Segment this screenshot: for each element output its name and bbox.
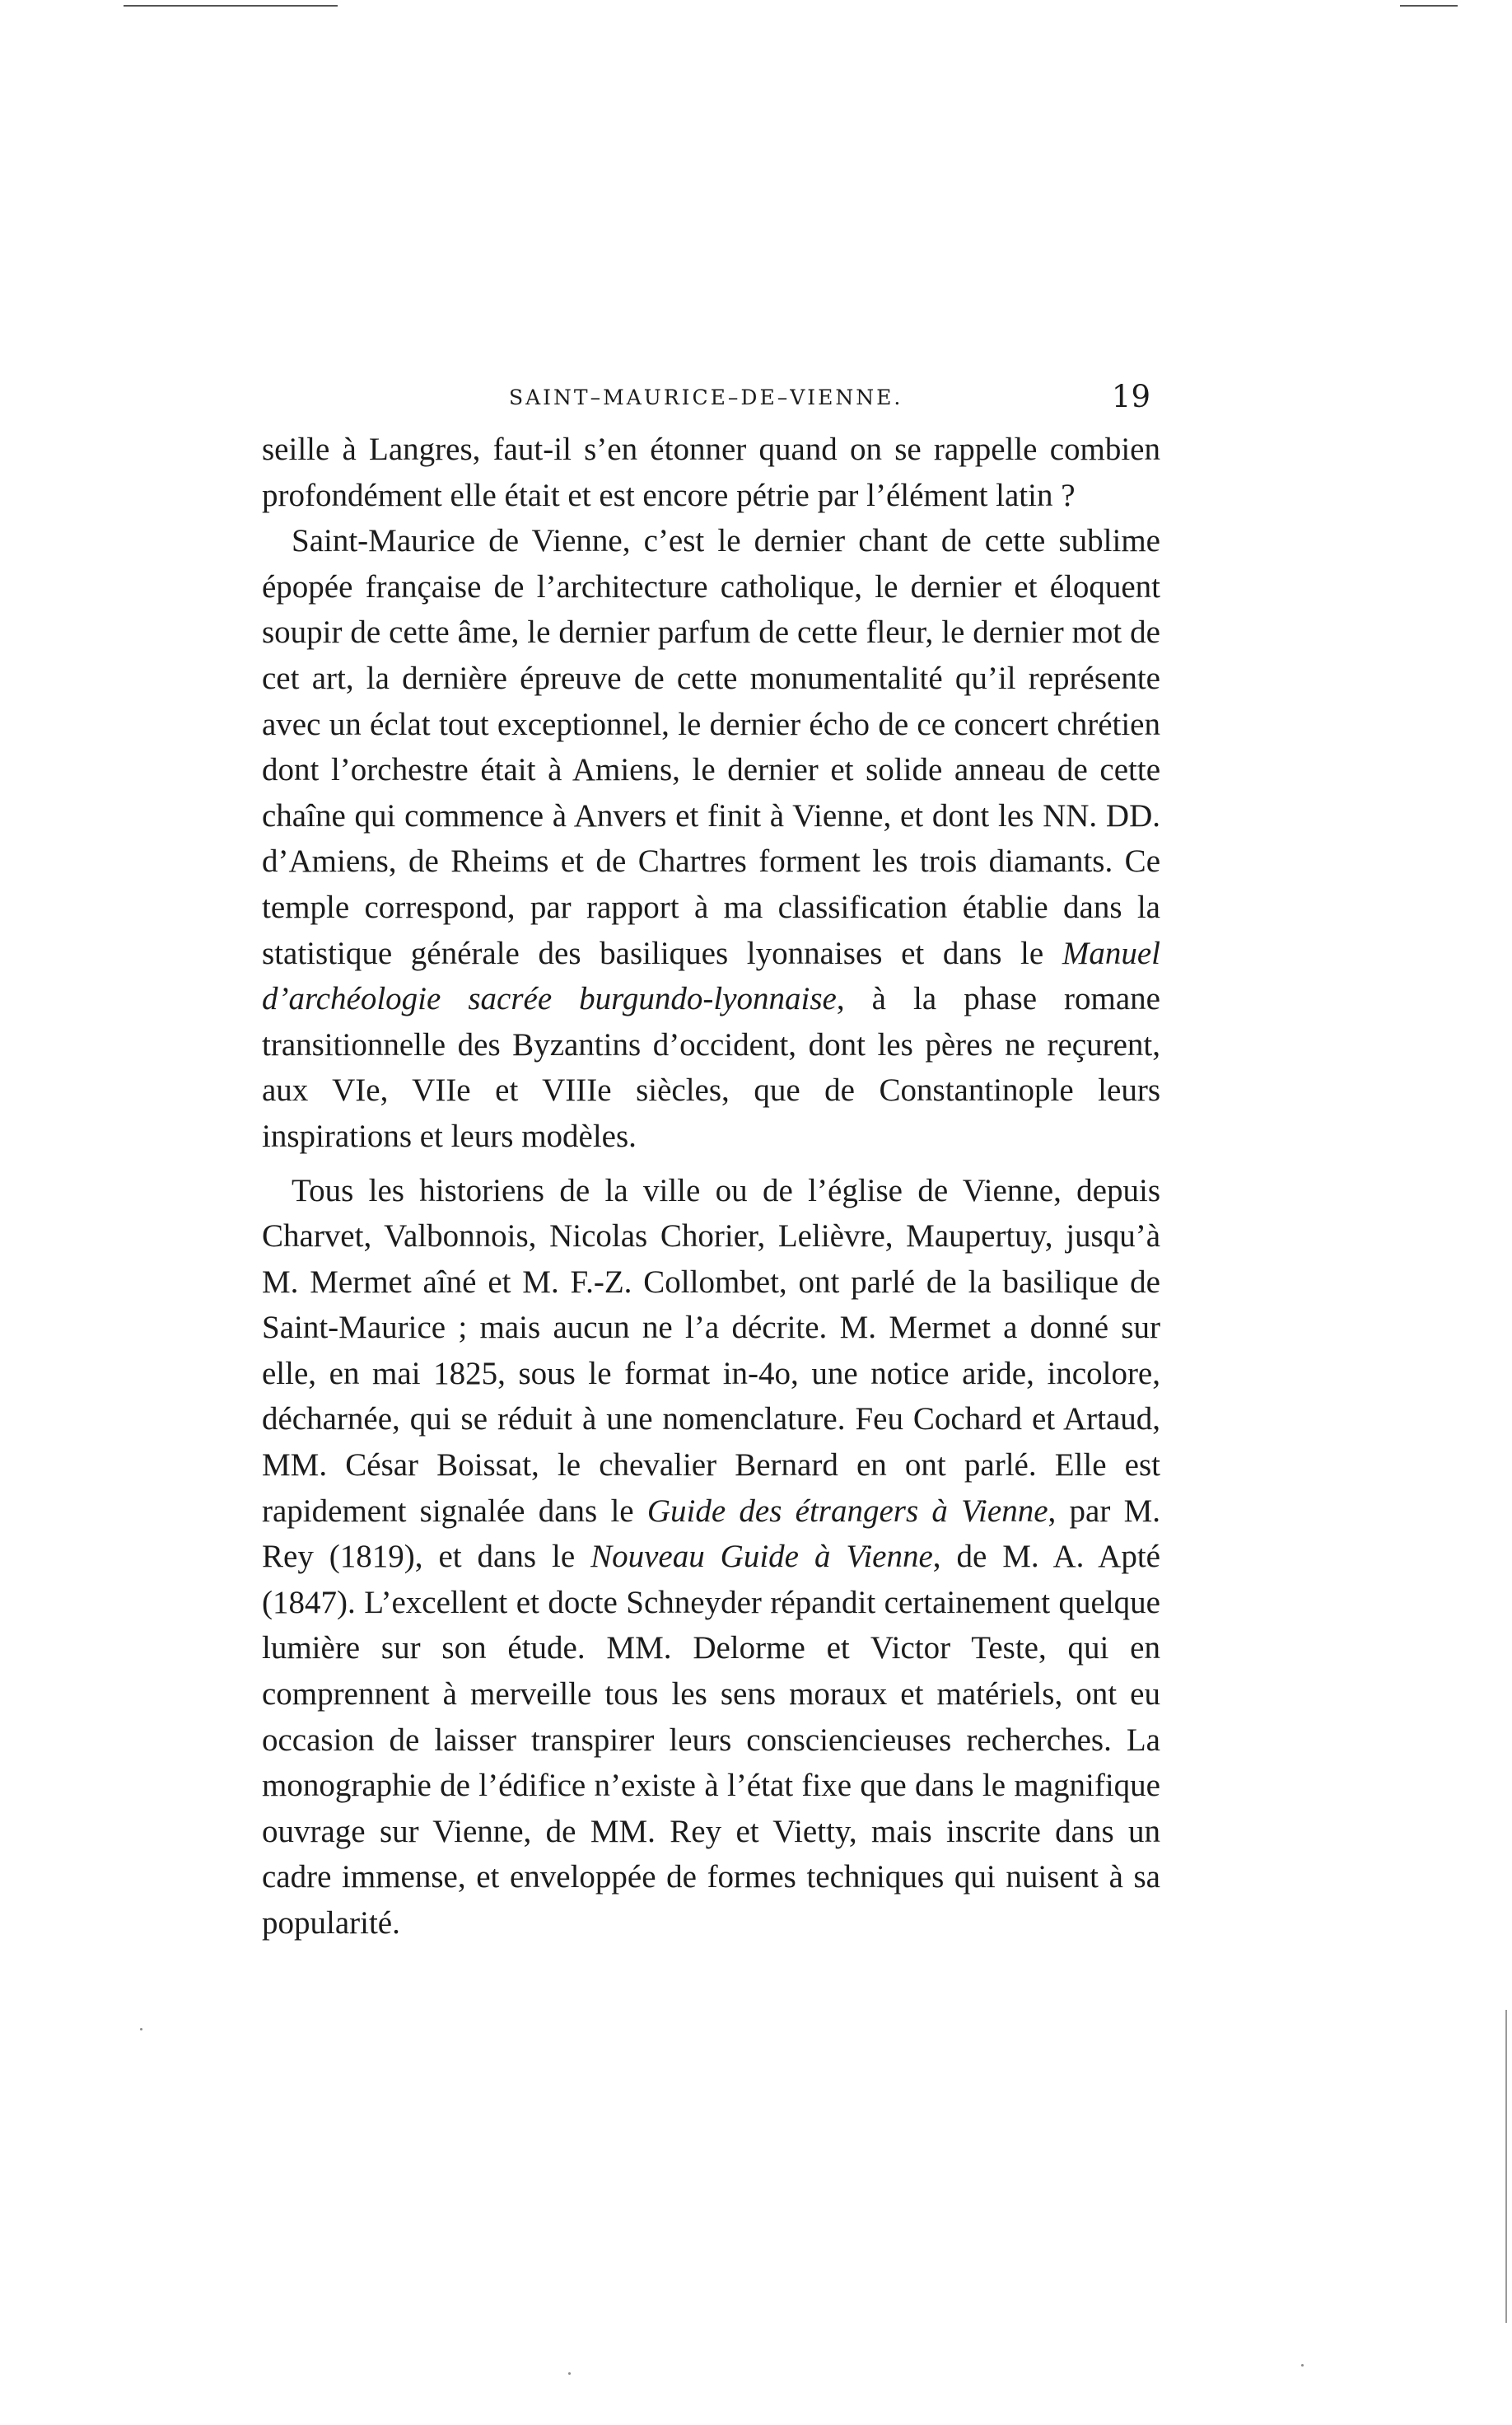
paragraph-text: Tous les historiens de la ville ou de l’église de Vienne, depuis Charvet, Valbonnois, Nicolas Chorier, Lelièvre, Maupertuy, jusqu’à M. Mermet aîné et M. F.-Z. Collombet, ont parlé de la basilique de Saint-Maurice ; mais aucun ne l’a décrite. M. Mermet a donné sur elle, en mai 1825, sous le format in-4o, une notice aride, incolore, décharnée, qui se réduit à une nomenclature. Feu Cochard et Artaud, MM. César Boissat, le chevalier Bernard en ont parlé. Elle est rapidement signalée dans le [262,1172,1160,1529]
paragraph-saint-maurice [262,518,1160,1159]
scan-top-edge-line [124,5,338,7]
paragraph-historiens [262,1168,1160,1946]
page-number: 19 [1111,379,1150,414]
book-title-manuel: Manuel d’archéologie sacrée burgundo-lyonnaise [262,935,1160,1017]
book-title-guide-etrangers: Guide des étrangers à Vienne [646,1493,1048,1529]
body-text [262,427,1160,1946]
book-title-nouveau-guide: Nouveau Guide à Vienne [590,1539,933,1575]
paragraph-continuation: seille à Langres, faut-il s’en étonner quand on se rappelle combien profondément elle était et est encore pétrie par l’élément latin ? [262,432,1160,513]
running-header [262,381,1160,414]
paper-speck [140,2028,142,2030]
paragraph-text: , à la phase romane transitionnelle des Byzantins d’occident, dont les pères ne reçurent, aux VIe, VIIe et VIIIe siècles, que de Constantinople leurs inspirations et leurs modèles. [262,981,1160,1154]
scan-top-edge-line-right [1400,5,1458,7]
scan-right-edge-line [1505,2010,1507,2323]
paragraph-text: , par M. Rey (1819), et dans le [262,1493,1160,1575]
paper-speck [1301,2364,1304,2367]
paragraph-text: Saint-Maurice de Vienne, c’est le dernier chant de cette sublime épopée française de l’architecture catholique, le dernier et éloquent soupir de cette âme, le dernier parfum de cette fleur, le dernier mot de cet art, la dernière épreuve de cette monumentalité qu’il représente avec un éclat tout exceptionnel, le dernier écho de ce concert chrétien dont l’orchestre était à Amiens, le dernier et solide anneau de cette chaîne qui commence à Anvers et finit à Vienne, et dont les NN. DD. d’Amiens, de Rheims et de Chartres forment les trois diamants. Ce temple correspond, par rapport à ma classification établie dans la statistique générale des basiliques lyonnaises et dans le [262,523,1160,971]
running-title: SAINT–MAURICE–DE–VIENNE. [509,385,903,409]
paragraph-text: , de M. A. Apté (1847). L’excellent et docte Schneyder répandit certainement quelque lumière sur son étude. MM. Delorme et Victor Teste, qui en comprennent à merveille tous les sens moraux et matériels, ont eu occasion de laisser transpirer leurs consciencieuses recherches. La monographie de l’édifice n’existe à l’état fixe que dans le magnifique ouvrage sur Vienne, de MM. Rey et Vietty, mais inscrite dans un cadre immense, et enveloppée de formes techniques qui nuisent à sa popularité. [262,1539,1160,1941]
paper-speck [568,2372,571,2375]
